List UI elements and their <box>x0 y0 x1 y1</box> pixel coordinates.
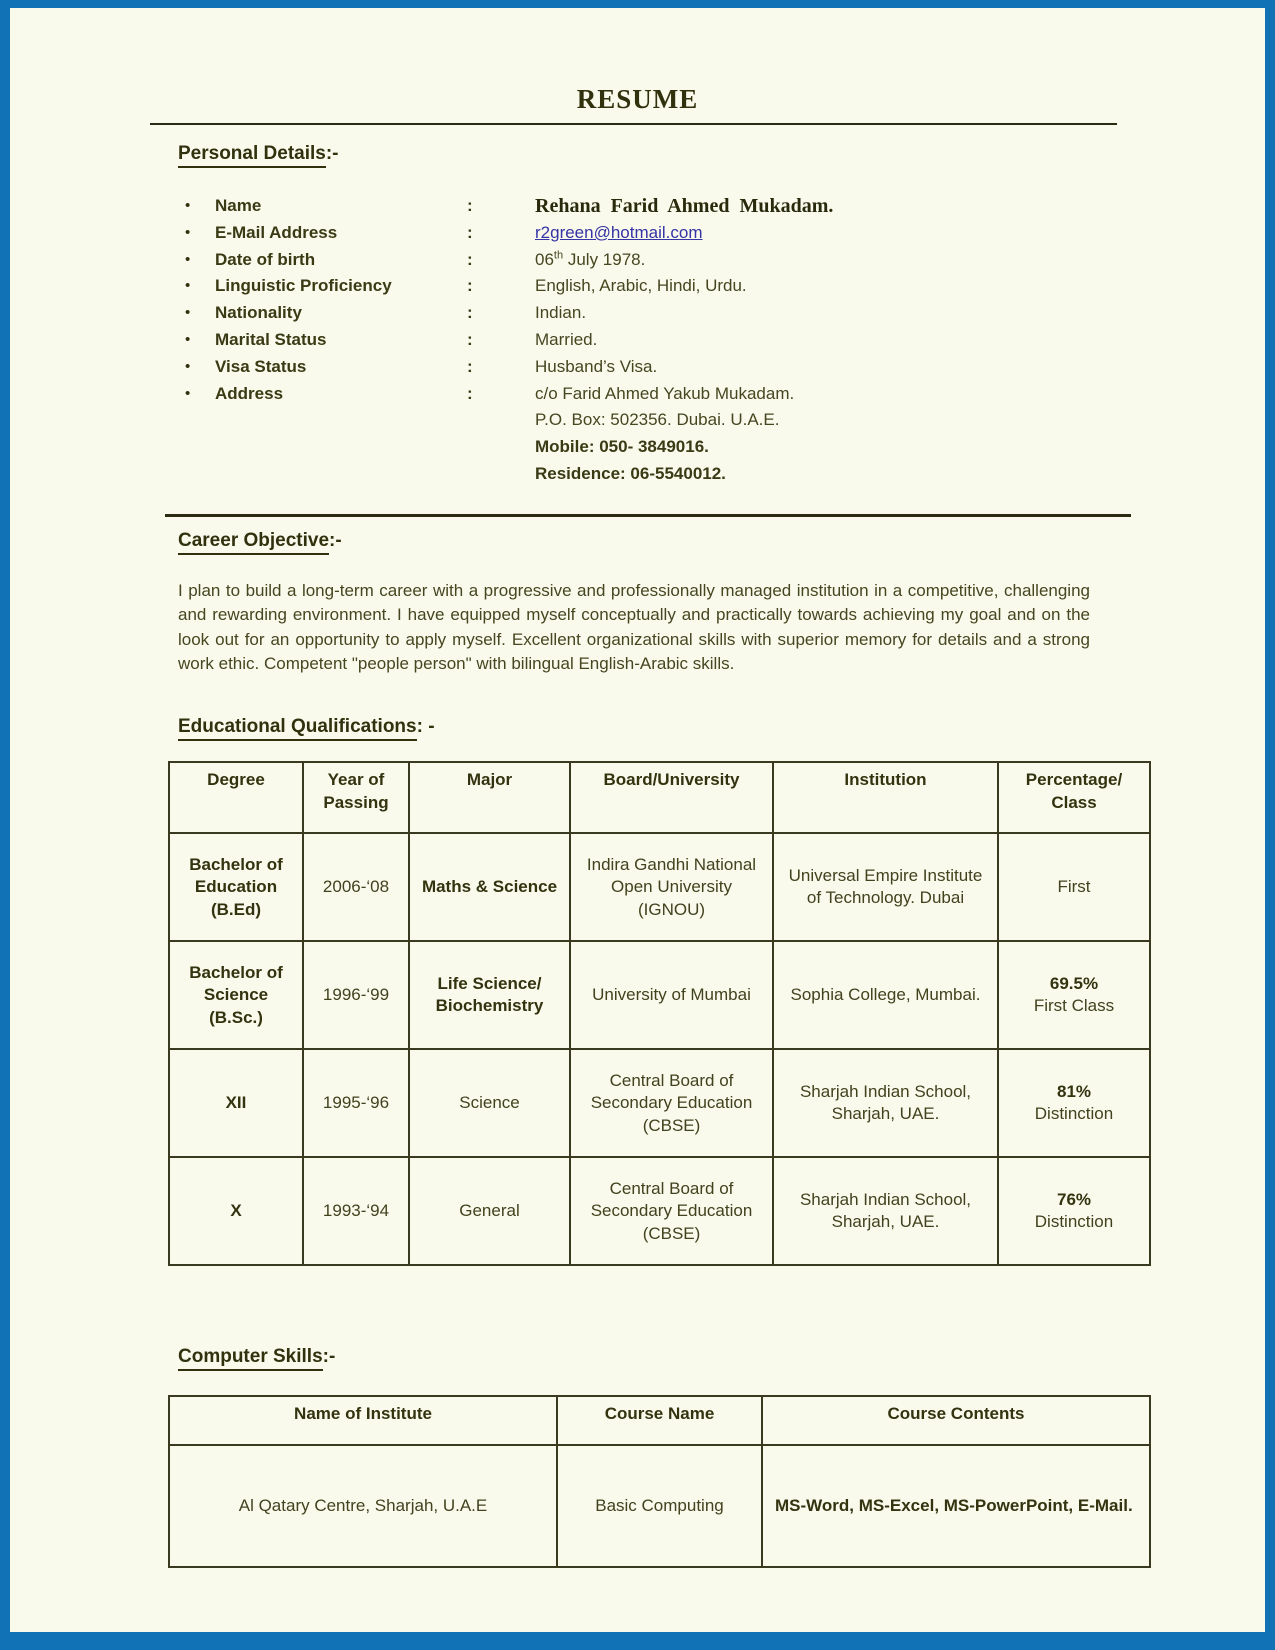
degree-cell: X <box>169 1157 303 1265</box>
section-heading-career-objective <box>178 530 1265 555</box>
colon-separator: : <box>467 356 473 376</box>
grade-cell <box>998 1157 1150 1265</box>
section-divider <box>165 514 1131 517</box>
list-item-date-of-birth <box>185 247 1265 274</box>
title-divider <box>150 123 1117 125</box>
institution-cell: Universal Empire Institute of Technology. Dubai <box>773 833 998 941</box>
section-heading-computer-skills <box>178 1346 1265 1371</box>
visa-value: Husband’s Visa. <box>535 356 658 376</box>
address-value <box>535 381 1265 488</box>
resume-page <box>10 8 1265 1632</box>
educational-qualifications-heading-suffix: : - <box>416 716 435 738</box>
address-line-1: c/o Farid Ahmed Yakub Mukadam. <box>535 383 795 403</box>
bullet-icon: • <box>185 330 191 348</box>
marital-value: Married. <box>535 329 598 349</box>
computer-skills-table <box>168 1395 1151 1568</box>
email-label: E-Mail Address <box>215 222 338 242</box>
major-cell: Life Science/ Biochemistry <box>409 941 570 1049</box>
grade-class: Distinction <box>1034 1212 1114 1232</box>
educational-qualifications-heading: Educational Qualifications <box>178 716 417 741</box>
degree-cell: Bachelor of Education (B.Ed) <box>169 833 303 941</box>
list-item-name <box>185 193 1265 220</box>
dob-rest: July 1978. <box>563 249 646 269</box>
list-item-address <box>185 381 1265 488</box>
bullet-icon: • <box>185 277 191 295</box>
list-item-nationality <box>185 300 1265 327</box>
degree-cell: Bachelor of Science (B.Sc.) <box>169 941 303 1049</box>
bullet-icon: • <box>185 384 191 402</box>
col-header-degree: Degree <box>169 762 303 833</box>
dob-label: Date of birth <box>215 249 316 269</box>
personal-details-list <box>185 193 1265 488</box>
grade-percent: 76% <box>1056 1189 1092 1209</box>
year-cell: 1995-‘96 <box>303 1049 409 1157</box>
col-header-contents: Course Contents <box>762 1396 1150 1445</box>
colon-separator: : <box>467 222 473 242</box>
col-header-major: Major <box>409 762 570 833</box>
bullet-icon: • <box>185 223 191 241</box>
bullet-icon: • <box>185 357 191 375</box>
list-item-marital-status <box>185 327 1265 354</box>
education-table <box>168 761 1151 1266</box>
table-row-x <box>169 1157 1150 1265</box>
grade-percent: 69.5% <box>1049 973 1099 993</box>
grade-class: Distinction <box>1034 1104 1114 1124</box>
linguistic-label: Linguistic Proficiency <box>215 276 392 296</box>
contents-cell: MS-Word, MS-Excel, MS-PowerPoint, E-Mail. <box>762 1445 1150 1567</box>
col-header-institute: Name of Institute <box>169 1396 557 1445</box>
education-table-header-row <box>169 762 1150 833</box>
grade-cell <box>998 833 1150 941</box>
bullet-icon: • <box>185 197 191 214</box>
section-heading-personal-details <box>178 143 1265 168</box>
col-header-course: Course Name <box>557 1396 762 1445</box>
page-title: RESUME <box>576 84 699 114</box>
table-row-bed <box>169 833 1150 941</box>
personal-details-heading: Personal Details <box>178 143 326 168</box>
course-cell: Basic Computing <box>557 1445 762 1567</box>
grade-class: First Class <box>1033 996 1115 1016</box>
section-heading-educational-qualifications <box>178 716 1265 741</box>
year-cell: 1996-‘99 <box>303 941 409 1049</box>
table-row-xii <box>169 1049 1150 1157</box>
col-header-board: Board/University <box>570 762 773 833</box>
personal-details-heading-suffix: :- <box>325 143 339 164</box>
visa-label: Visa Status <box>215 356 307 376</box>
colon-separator: : <box>467 303 473 323</box>
bullet-icon: • <box>185 304 191 322</box>
list-item-visa-status <box>185 354 1265 381</box>
email-link[interactable]: r2green@hotmail.com <box>535 222 703 242</box>
grade-class: First <box>1057 877 1091 897</box>
table-row-bsc <box>169 941 1150 1049</box>
dob-ordinal: th <box>553 248 564 261</box>
list-item-linguistic-proficiency <box>185 273 1265 300</box>
name-value: Rehana Farid Ahmed Mukadam. <box>535 195 834 217</box>
board-cell: Central Board of Secondary Education (CBSE) <box>570 1049 773 1157</box>
address-label: Address <box>215 383 284 403</box>
career-objective-text: I plan to build a long-term career with a progressive and professionally managed institution in a competitive, challenging and rewarding environment. I have equipped myself conceptually and practically towards achieving my goal and on the look out for an opportunity to apply myself. Excellent organizational skills with superior memory for details and a strong work ethic. Competent "people person" with bilingual English-Arabic skills. <box>178 580 1090 673</box>
board-cell: Indira Gandhi National Open University (IGNOU) <box>570 833 773 941</box>
linguistic-value: English, Arabic, Hindi, Urdu. <box>535 276 747 296</box>
mobile-number: Mobile: 050- 3849016. <box>535 437 709 457</box>
list-item-email <box>185 220 1265 247</box>
bullet-icon: • <box>185 250 191 268</box>
grade-cell <box>998 1049 1150 1157</box>
institution-cell: Sharjah Indian School, Sharjah, UAE. <box>773 1049 998 1157</box>
grade-percent: 81% <box>1056 1081 1092 1101</box>
institution-cell: Sophia College, Mumbai. <box>773 941 998 1049</box>
institution-cell: Sharjah Indian School, Sharjah, UAE. <box>773 1157 998 1265</box>
career-objective-heading-suffix: :- <box>329 529 342 551</box>
col-header-year: Year of Passing <box>303 762 409 833</box>
board-cell: University of Mumbai <box>570 941 773 1049</box>
board-cell: Central Board of Secondary Education (CBSE) <box>570 1157 773 1265</box>
computer-skills-heading-suffix: :- <box>322 1346 336 1368</box>
residence-number: Residence: 06-5540012. <box>535 463 726 483</box>
colon-separator: : <box>467 196 473 215</box>
major-cell: General <box>409 1157 570 1265</box>
career-objective-heading: Career Objective <box>178 530 329 555</box>
year-cell: 1993-‘94 <box>303 1157 409 1265</box>
address-line-2: P.O. Box: 502356. Dubai. U.A.E. <box>535 410 780 430</box>
col-header-institution: Institution <box>773 762 998 833</box>
computer-skills-heading: Computer Skills <box>178 1346 323 1371</box>
nationality-label: Nationality <box>215 303 302 323</box>
colon-separator: : <box>467 383 473 403</box>
grade-cell <box>998 941 1150 1049</box>
colon-separator: : <box>467 249 473 269</box>
computer-table-header-row <box>169 1396 1150 1445</box>
marital-label: Marital Status <box>215 329 327 349</box>
colon-separator: : <box>467 329 473 349</box>
nationality-value: Indian. <box>535 303 587 323</box>
year-cell: 2006-‘08 <box>303 833 409 941</box>
col-header-percentage: Percentage/ Class <box>998 762 1150 833</box>
degree-cell: XII <box>169 1049 303 1157</box>
major-cell: Maths & Science <box>409 833 570 941</box>
name-label: Name <box>215 196 262 215</box>
table-row-computing <box>169 1445 1150 1567</box>
dob-value <box>535 247 1265 274</box>
dob-day: 06 <box>535 249 554 269</box>
major-cell: Science <box>409 1049 570 1157</box>
colon-separator: : <box>467 276 473 296</box>
institute-cell: Al Qatary Centre, Sharjah, U.A.E <box>169 1445 557 1567</box>
